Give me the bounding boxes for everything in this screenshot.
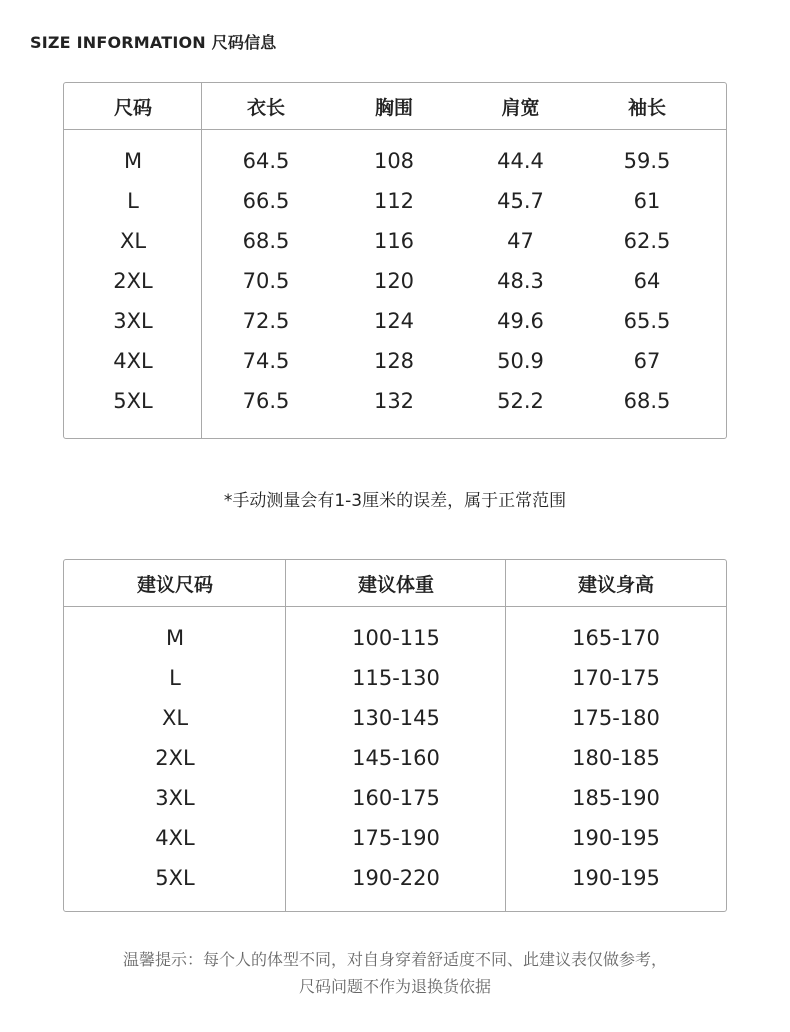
cell-length: 72.5 [242,309,290,333]
table-row [64,698,726,738]
header-recommended-weight: 建议体重 [357,573,434,596]
cell-length: 76.5 [242,389,290,413]
cell-length: 70.5 [242,269,290,293]
cell-length: 66.5 [242,189,290,213]
cell-height: 185-190 [572,786,660,810]
cell-weight: 190-220 [352,866,440,890]
header-chest: 胸围 [374,96,413,119]
cell-size: M [165,626,185,650]
cell-shoulder: 45.7 [497,189,544,213]
cell-size: M [123,149,143,173]
size-recommendation-table [63,559,727,912]
table-row [64,858,726,898]
cell-size: 3XL [113,309,153,333]
cell-shoulder: 52.2 [497,389,544,413]
cell-size: 4XL [155,826,195,850]
table-row [64,141,726,181]
header-recommended-size: 建议尺码 [136,573,213,596]
tip-text-line1: 温馨提示：每个人的体型不同，对自身穿着舒适度不同、此建议表仅做参考， [122,950,667,969]
cell-chest: 120 [373,269,415,293]
cell-height: 190-195 [572,826,660,850]
header-length: 衣长 [246,96,285,119]
table-header-row [64,560,726,607]
cell-shoulder: 48.3 [497,269,544,293]
cell-chest: 116 [373,229,415,253]
cell-weight: 100-115 [352,626,440,650]
cell-weight: 115-130 [352,666,440,690]
cell-height: 170-175 [572,666,660,690]
cell-shoulder: 47 [507,229,534,253]
cell-size: XL [119,229,147,253]
cell-weight: 175-190 [352,826,440,850]
table-row [64,221,726,261]
table-body [64,618,726,898]
table-header-row [64,83,726,130]
cell-length: 64.5 [242,149,290,173]
size-measurement-table [63,82,727,439]
cell-sleeve: 59.5 [623,149,671,173]
cell-size: 2XL [155,746,195,770]
cell-size: L [127,189,139,213]
cell-sleeve: 67 [633,349,661,373]
cell-size: 5XL [113,389,153,413]
cell-height: 180-185 [572,746,660,770]
cell-size: 4XL [113,349,153,373]
cell-size: XL [161,706,189,730]
table-row [64,738,726,778]
cell-size: 5XL [155,866,195,890]
table-row [64,818,726,858]
cell-height: 175-180 [572,706,660,730]
cell-chest: 128 [373,349,415,373]
cell-height: 165-170 [572,626,660,650]
table-row [64,181,726,221]
cell-chest: 112 [373,189,415,213]
table-row [64,618,726,658]
cell-height: 190-195 [572,866,660,890]
cell-length: 68.5 [242,229,290,253]
cell-chest: 108 [373,149,415,173]
table-row [64,381,726,421]
table-body [64,141,726,421]
cell-shoulder: 49.6 [497,309,544,333]
cell-shoulder: 50.9 [497,349,544,373]
cell-length: 74.5 [242,349,290,373]
table-row [64,778,726,818]
cell-shoulder: 44.4 [497,149,544,173]
measurement-note: *手动测量会有1-3厘米的误差，属于正常范围 [223,491,567,511]
cell-weight: 145-160 [352,746,440,770]
header-recommended-height: 建议身高 [577,573,654,596]
cell-size: 2XL [113,269,153,293]
table-row [64,658,726,698]
header-sleeve: 袖长 [627,96,666,119]
header-size: 尺码 [113,96,152,119]
page-title: SIZE INFORMATION 尺码信息 [30,33,277,52]
cell-sleeve: 68.5 [623,389,671,413]
table-row [64,261,726,301]
cell-size: L [169,666,181,690]
table-row [64,341,726,381]
cell-sleeve: 61 [633,189,661,213]
table-row [64,301,726,341]
cell-sleeve: 64 [633,269,661,293]
cell-sleeve: 65.5 [623,309,671,333]
cell-weight: 160-175 [352,786,440,810]
tip-text-line2: 尺码问题不作为退换货依据 [298,977,491,996]
cell-chest: 132 [373,389,415,413]
cell-weight: 130-145 [352,706,440,730]
cell-size: 3XL [155,786,195,810]
cell-chest: 124 [373,309,415,333]
cell-sleeve: 62.5 [623,229,671,253]
header-shoulder: 肩宽 [501,96,540,119]
